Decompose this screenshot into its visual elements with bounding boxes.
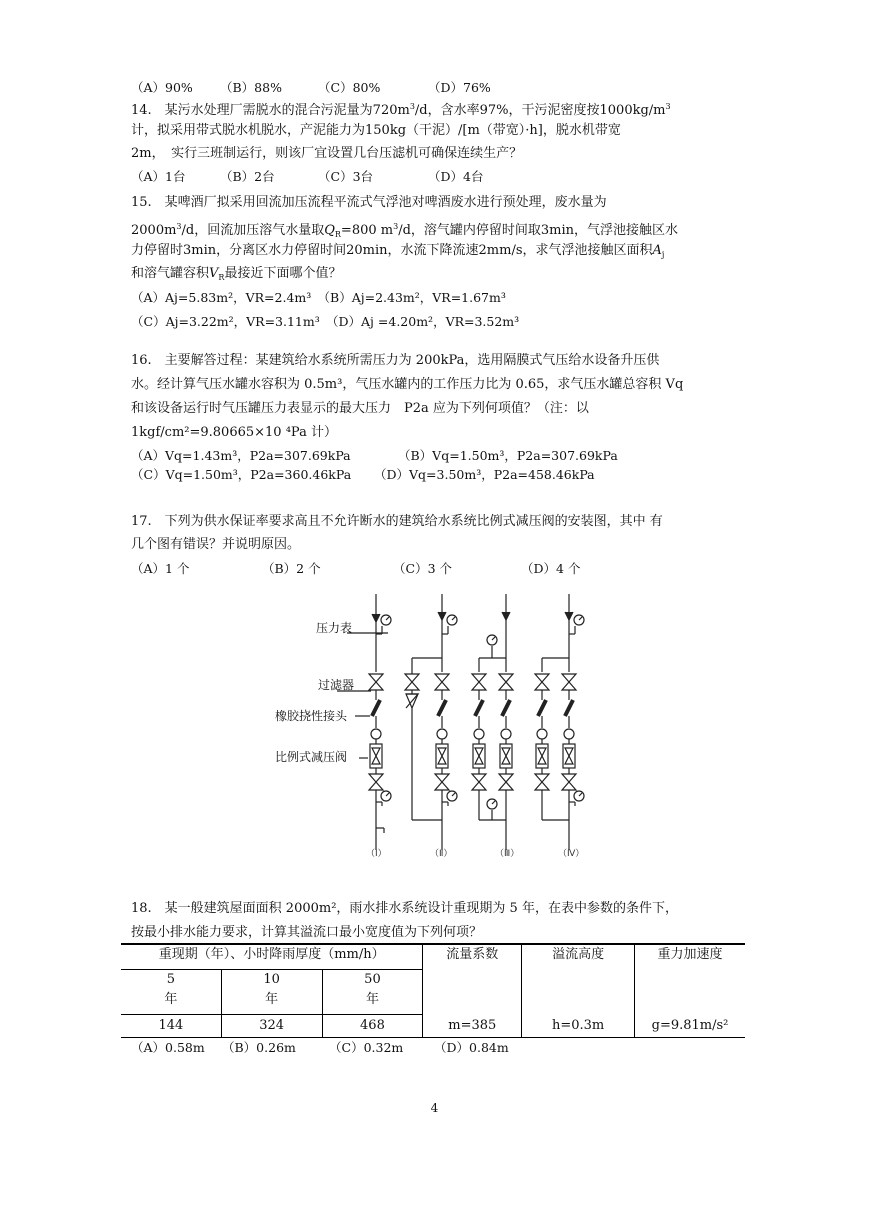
header-gravity: 重力加速度 xyxy=(635,944,745,1015)
q17-option-b: （B）2 个 xyxy=(262,561,321,576)
q15-line-3: 力停留时3min，分离区水力停留时间20min，水流下降流速2mm/s，求气浮池接触区面积$A_j$ xyxy=(131,243,665,259)
value-flow-coefficient: m=385 xyxy=(423,1015,522,1038)
label-flexible-joint: 橡胶挠性接头 xyxy=(275,709,348,723)
q13-option-c: （C）80% xyxy=(318,80,381,95)
caption-ii: （Ⅱ） xyxy=(430,849,453,859)
page-number: 4 xyxy=(430,1101,439,1115)
q18-line-1: 18. 某一般建筑屋面面积 2000m²，雨水排水系统设计重现期为 5 年，在表中参数的条件下， xyxy=(131,901,678,916)
q16-option-b: （B）Vq=1.50m³，P2a=307.69kPa xyxy=(398,448,618,463)
q14-line-3: 2m， 实行三班制运行，则该厂宜设置几台压滤机可确保连续生产？ xyxy=(131,146,523,161)
q16-line-1: 16. 主要解答过程：某建筑给水系统所需压力为 200kPa，选用隔膜式气压给水设备升压供 xyxy=(131,353,660,368)
value-468: 468 xyxy=(322,1015,423,1038)
q15-options-ab: （A）Aj=5.83m²，VR=2.4m³ （B）Aj=2.43m²，VR=1.67m³ xyxy=(131,290,506,305)
q16-option-a: （A）Vq=1.43m³，P2a=307.69kPa xyxy=(131,448,351,463)
pressure-reducing-valve-diagram xyxy=(270,588,590,863)
q16-line-4: 1kgf/cm²=9.80665×10 ⁴Pa 计） xyxy=(131,425,337,440)
caption-i: （Ⅰ） xyxy=(366,849,387,859)
q17-line-1: 17. 下列为供水保证率要求高且不允许断水的建筑给水系统比例式减压阀的安装图，其中 有 xyxy=(131,514,663,529)
value-144: 144 xyxy=(121,1015,221,1038)
q14-option-c: （C）3台 xyxy=(318,169,374,184)
q17-option-a: （A）1 个 xyxy=(131,561,190,576)
q14-option-d: （D）4台 xyxy=(428,169,484,184)
rainfall-parameter-table xyxy=(121,943,745,1038)
period-5: 5 年 xyxy=(121,970,221,1015)
q17-option-c: （C）3 个 xyxy=(393,561,452,576)
q16-option-d: （D）Vq=3.50m³，P2a=458.46kPa xyxy=(374,467,595,482)
caption-iii: （Ⅲ） xyxy=(495,849,520,859)
q15-line-1: 15. 某啤酒厂拟采用回流加压流程平流式气浮池对啤酒废水进行预处理，废水量为 xyxy=(131,195,607,210)
q18-option-b: （B）0.26m xyxy=(222,1040,296,1055)
label-filter: 过滤器 xyxy=(318,678,355,692)
period-50: 50 年 xyxy=(322,970,423,1015)
header-return-period: 重现期（年）、小时降雨厚度（mm/h） xyxy=(121,944,423,970)
value-gravity: g=9.81m/s² xyxy=(635,1015,745,1038)
label-prv: 比例式减压阀 xyxy=(275,750,348,764)
caption-iv: （Ⅳ） xyxy=(558,849,585,859)
label-pressure-gauge: 压力表 xyxy=(316,621,353,635)
header-flow-coefficient: 流量系数 xyxy=(423,944,522,1015)
q18-line-2: 按最小排水能力要求，计算其溢流口最小宽度值为下列何项？ xyxy=(131,925,483,940)
q16-line-2: 水。经计算气压水罐水容积为 0.5m³，气压水罐内的工作压力比为 0.65，求气压水罐总容积 Vq xyxy=(131,377,684,392)
value-overflow-height: h=0.3m xyxy=(522,1015,635,1038)
q16-option-c: （C）Vq=1.50m³，P2a=360.46kPa xyxy=(131,467,352,482)
q18-option-c: （C）0.32m xyxy=(329,1040,404,1055)
q15-options-cd: （C）Aj=3.22m²，VR=3.11m³ （D）Aj =4.20m²，VR=3.52m³ xyxy=(131,314,520,329)
q13-option-d: （D）76% xyxy=(428,80,491,95)
q13-option-b: （B）88% xyxy=(220,80,282,95)
q17-option-d: （D）4 个 xyxy=(521,561,581,576)
q18-option-d: （D）0.84m xyxy=(434,1040,509,1055)
header-overflow-height: 溢流高度 xyxy=(522,944,635,1015)
value-324: 324 xyxy=(221,1015,322,1038)
q14-line-1: 14. 某污水处理厂需脱水的混合污泥量为$720m^3/d$，含水率97%，干污泥密度按$1000kg/m^3$ xyxy=(131,102,671,118)
q14-line-2: 计，拟采用带式脱水机脱水，产泥能力为150kg（干泥）/[m（带宽）·h]，脱水机带宽 xyxy=(131,123,621,138)
q15-line-2: $2000m^3/d$，回流加压溶气水量取$Q_R=800$ $m^3/d$，溶气罐内停留时间取3min，气浮池接触区水 xyxy=(131,222,679,239)
q16-line-3: 和该设备运行时气压罐压力表显示的最大压力 P2a 应为下列何项值？（注：以 xyxy=(131,401,589,416)
q15-line-4: 和溶气罐容积$V_R$最接近下面哪个值？ xyxy=(131,266,342,282)
q14-option-a: （A）1台 xyxy=(131,169,186,184)
q13-option-a: （A）90% xyxy=(131,80,193,95)
period-10: 10 年 xyxy=(221,970,322,1015)
q14-option-b: （B）2台 xyxy=(220,169,275,184)
q18-option-a: （A）0.58m xyxy=(131,1040,205,1055)
q17-line-2: 几个图有错误？并说明原因。 xyxy=(131,537,301,552)
